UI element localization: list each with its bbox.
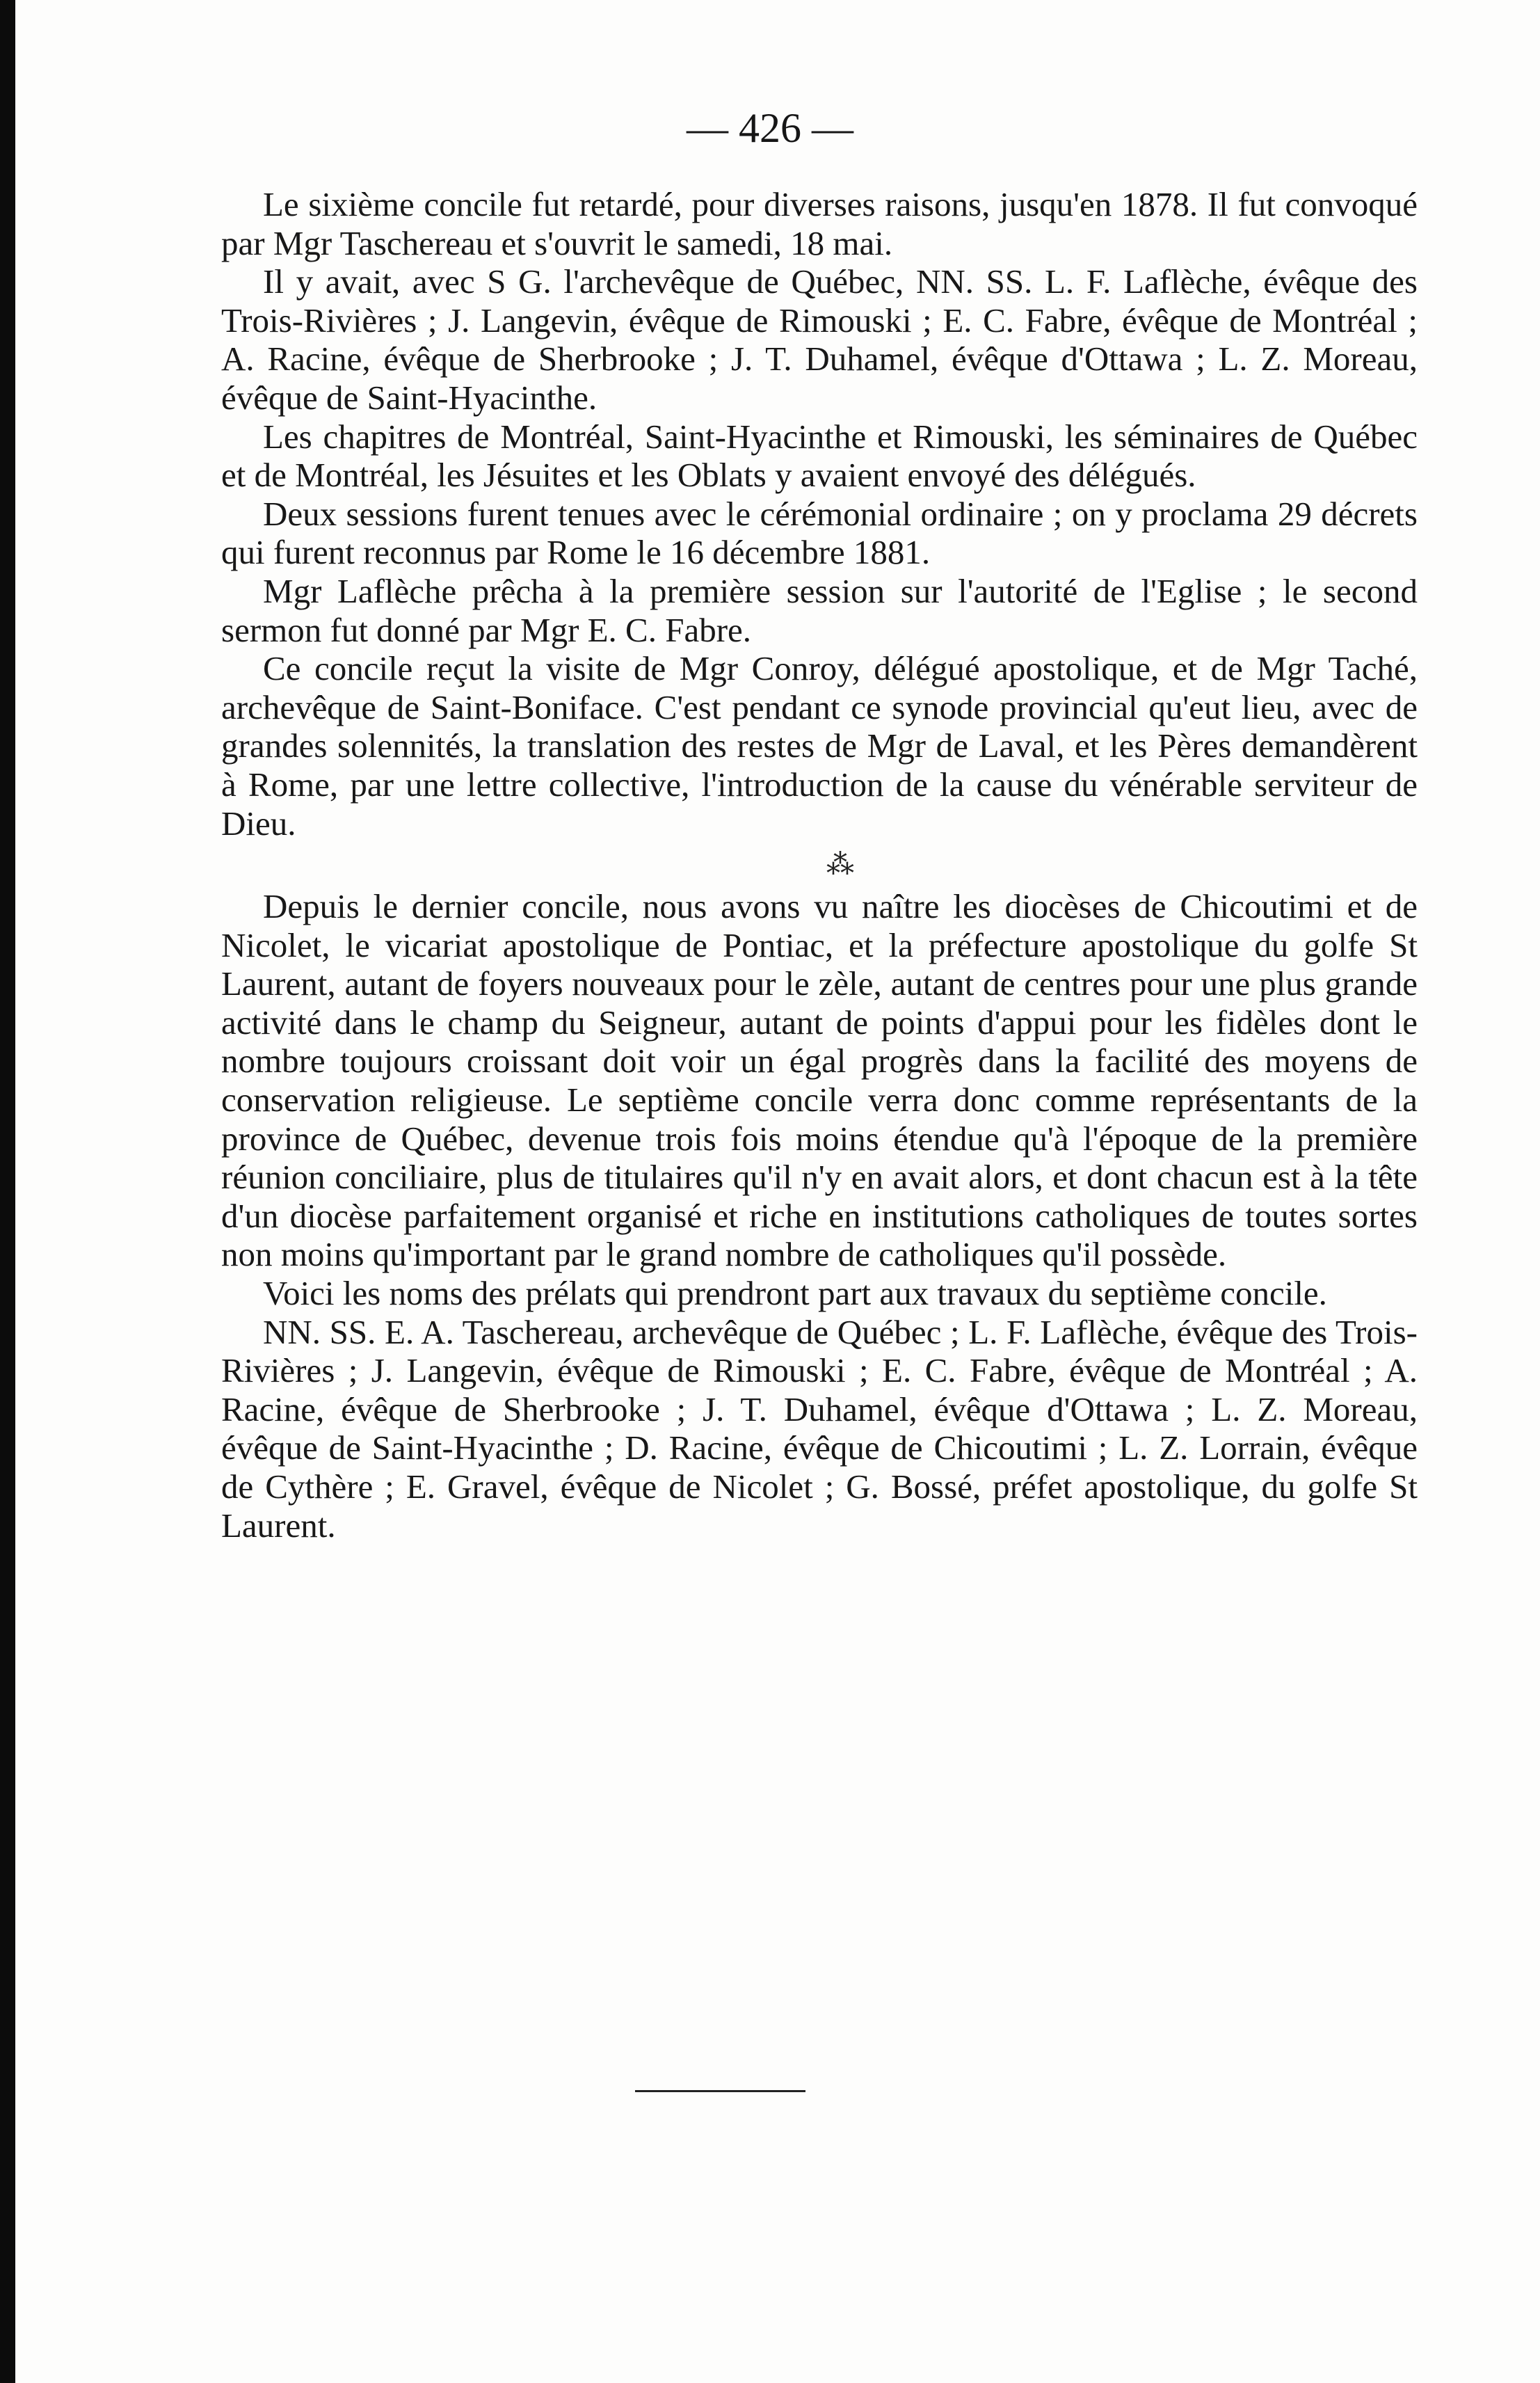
paragraph-delegates: Les chapitres de Montréal, Saint-Hyacinthe et Rimouski, les séminaires de Québec et de Montréal, les Jésuites et les Oblats y avaient envoyé des délégués. <box>221 417 1418 495</box>
end-rule <box>635 2090 805 2092</box>
paragraph-attendees: Il y avait, avec S G. l'archevêque de Québec, NN. SS. L. F. Laflèche, évêque des Trois-Rivières ; J. Langevin, évêque de Rimouski ; E. C. Fabre, évêque de Montréal ; A. Racine, évêque de Sherbrooke ; J. T. Duhamel, évêque d'Ottawa ; L. Z. Moreau, évêque de Saint-Hyacinthe. <box>221 262 1418 417</box>
paragraph-prelates-list: NN. SS. E. A. Taschereau, archevêque de Québec ; L. F. Laflèche, évêque des Trois-Rivières ; J. Langevin, évêque de Rimouski ; E. C. Fabre, évêque de Montréal ; A. Racine, évêque de Sherbrooke ; J. T. Duhamel, évêque d'Ottawa ; L. Z. Moreau, évêque de Saint-Hyacinthe ; D. Racine, évêque de Chicoutimi ; L. Z. Lorrain, évêque de Cythère ; E. Gravel, évêque de Nicolet ; G. Bossé, préfet apostolique, du golfe St Laurent. <box>221 1312 1418 1545</box>
paragraph-new-dioceses: Depuis le dernier concile, nous avons vu naître les diocèses de Chicoutimi et de Nicolet, le vicariat apostolique de Pontiac, et la préfecture apostolique du golfe St Laurent, autant de foyers nouveaux pour le zèle, autant de centres pour une plus grande activité dans le champ du Seigneur, autant de points d'appui pour les fidèles dont le nombre toujours croissant doit voir un égal progrès dans la facilité des moyens de conservation religieuse. Le septième concile verra donc comme représentants de la province de Québec, devenue trois fois moins étendue qu'à l'époque de la première réunion conciliaire, plus de titulaires qu'il n'y en avait alors, et dont chacun est à la tête d'un diocèse parfaitement organisé et riche en institutions catholiques de toutes sortes non moins qu'important par le grand nombre de catholiques qu'il possède. <box>221 887 1418 1274</box>
page-body <box>221 185 1418 1545</box>
paragraph-sixth-council: Le sixième concile fut retardé, pour diverses raisons, jusqu'en 1878. Il fut convoqué par Mgr Taschereau et s'ouvrit le samedi, 18 mai. <box>221 185 1418 262</box>
paragraph-prelates-intro: Voici les noms des prélats qui prendront part aux travaux du septième concile. <box>263 1274 1327 1313</box>
paragraph-sessions: Deux sessions furent tenues avec le cérémonial ordinaire ; on y proclama 29 décrets qui furent reconnus par Rome le 16 décembre 1881. <box>221 494 1418 572</box>
section-separator: ⁂ <box>826 849 854 882</box>
scan-edge-shadow <box>0 0 15 2383</box>
paragraph-sermons: Mgr Laflèche prêcha à la première session sur l'autorité de l'Eglise ; le second sermon fut donné par Mgr E. C. Fabre. <box>221 571 1418 649</box>
page-number: — 426 — <box>687 105 853 151</box>
paragraph-visit: Ce concile reçut la visite de Mgr Conroy, délégué apostolique, et de Mgr Taché, archevêque de Saint-Boniface. C'est pendant ce synode provincial qu'eut lieu, avec de grandes solennités, la translation des restes de Mgr de Laval, et les Pères demandèrent à Rome, par une lettre collective, l'introduction de la cause du vénérable serviteur de Dieu. <box>221 649 1418 843</box>
